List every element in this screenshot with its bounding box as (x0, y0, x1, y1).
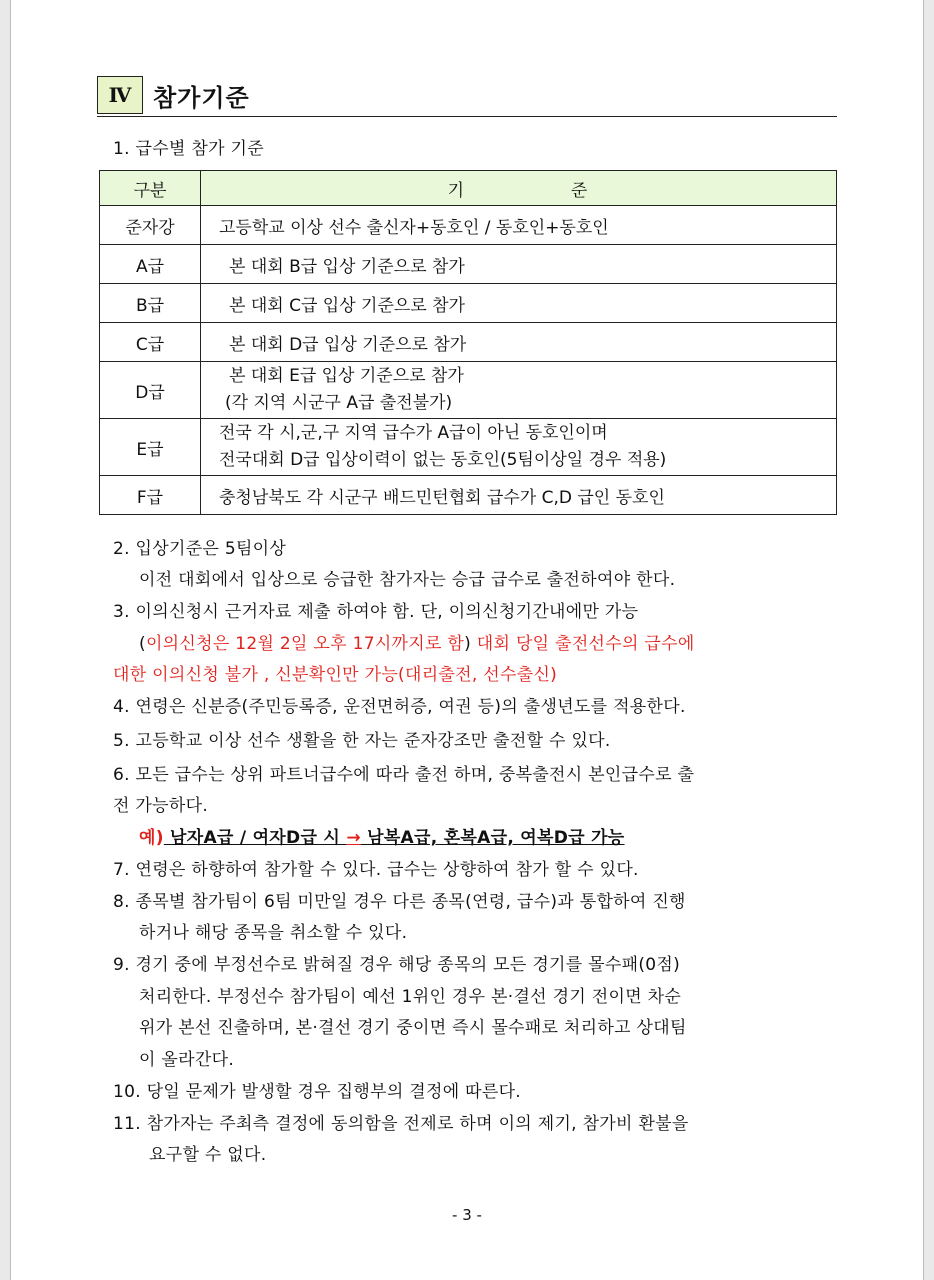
item-1-title: 1. 급수별 참가 기준 (113, 139, 264, 159)
table-row (100, 419, 837, 476)
example-text-b: 남복A급, 혼복A급, 여복D급 가능 (360, 828, 625, 848)
table-header-row (100, 171, 837, 206)
item-3-line-1: 3. 이의신청시 근거자료 제출 하여야 함. 단, 이의신청기간내에만 가능 (113, 602, 639, 622)
criteria-line: (각 지역 시군구 A급 출전불가) (225, 393, 453, 413)
section-title: 참가기준 (153, 84, 250, 112)
grade-cell: D급 (100, 362, 201, 419)
item-8-line-2: 하거나 해당 종목을 취소할 수 있다. (139, 923, 408, 943)
criteria-cell: 본 대회 C급 입상 기준으로 참가 (201, 284, 837, 323)
section-numeral: Ⅳ (97, 76, 143, 114)
paren-close: ) (464, 634, 472, 654)
paren-open: ( (139, 634, 146, 654)
criteria-cell (201, 419, 837, 476)
grade-cell: E급 (100, 419, 201, 476)
item-11-line-1: 11. 참가자는 주최측 결정에 동의함을 전제로 하며 이의 제기, 참가비 환불을 (113, 1114, 689, 1134)
header-criteria (201, 171, 837, 206)
table-row (100, 245, 837, 284)
item-2-line-2: 이전 대회에서 입상으로 승급한 참가자는 승급 급수로 출전하여야 한다. (139, 570, 676, 590)
grade-cell: C급 (100, 323, 201, 362)
item-7: 7. 연령은 하향하여 참가할 수 있다. 급수는 상향하여 참가 할 수 있다. (113, 860, 639, 880)
grade-cell: B급 (100, 284, 201, 323)
item-6-example (139, 823, 625, 848)
item-4: 4. 연령은 신분증(주민등록증, 운전면허증, 여권 등)의 출생년도를 적용한다. (113, 697, 686, 717)
item-9-line-4: 이 올라간다. (139, 1050, 235, 1070)
document-page (10, 0, 924, 1280)
table-row (100, 206, 837, 245)
objection-note: 대회 당일 출전선수의 급수에 (471, 634, 695, 654)
item-5: 5. 고등학교 이상 선수 생활을 한 자는 준자강조만 출전할 수 있다. (113, 731, 611, 751)
header-criteria-a: 기 (447, 180, 467, 201)
criteria-cell: 본 대회 B급 입상 기준으로 참가 (201, 245, 837, 284)
item-10: 10. 당일 문제가 발생할 경우 집행부의 결정에 따른다. (113, 1082, 522, 1102)
item-9-line-1: 9. 경기 중에 부정선수로 밝혀질 경우 해당 종목의 모든 경기를 몰수패(0점) (113, 955, 681, 975)
item-3-line-3: 대한 이의신청 불가 , 신분확인만 가능(대리출전, 선수출신) (113, 665, 558, 685)
item-8-line-1: 8. 종목별 참가팀이 6팀 미만일 경우 다른 종목(연령, 급수)과 통합하여 진행 (113, 892, 686, 912)
item-6-line-2: 전 가능하다. (113, 796, 209, 816)
table-row (100, 284, 837, 323)
item-2-line-1: 2. 입상기준은 5팀이상 (113, 539, 287, 559)
criteria-line: 본 대회 E급 입상 기준으로 참가 (229, 366, 464, 386)
grade-cell: 준자강 (100, 206, 201, 245)
grade-cell: A급 (100, 245, 201, 284)
item-9-line-2: 처리한다. 부정선수 참가팀이 예선 1위인 경우 본·결선 경기 전이면 차순 (139, 987, 682, 1007)
criteria-cell: 본 대회 D급 입상 기준으로 참가 (201, 323, 837, 362)
criteria-line: 전국대회 D급 입상이력이 없는 동호인(5팀이상일 경우 적용) (219, 450, 667, 470)
grade-cell: F급 (100, 476, 201, 515)
header-criteria-b: 준 (570, 180, 590, 201)
item-11-line-2: 요구할 수 없다. (149, 1145, 267, 1165)
criteria-cell: 고등학교 이상 선수 출신자+동호인 / 동호인+동호인 (201, 206, 837, 245)
item-6-line-1: 6. 모든 급수는 상위 파트너급수에 따라 출전 하며, 중복출전시 본인급수로 출 (113, 765, 695, 785)
section-heading (97, 74, 837, 117)
objection-deadline: 이의신청은 12월 2일 오후 17시까지로 함 (145, 634, 465, 654)
page-number: - 3 - (452, 1206, 482, 1224)
item-9-line-3: 위가 본선 진출하며, 본·결선 경기 중이면 즉시 몰수패로 처리하고 상대팀 (139, 1018, 687, 1038)
item-3-line-2 (139, 629, 695, 654)
example-text-a: 남자A급 / 여자D급 시 (163, 828, 347, 848)
criteria-cell: 충청남북도 각 시군구 배드민턴협회 급수가 C,D 급인 동호인 (201, 476, 837, 515)
criteria-cell (201, 362, 837, 419)
grade-criteria-table (99, 170, 837, 515)
header-grade: 구분 (100, 171, 201, 206)
table-row (100, 476, 837, 515)
example-label: 예) (139, 828, 164, 848)
table-row (100, 323, 837, 362)
criteria-line: 전국 각 시,군,구 지역 급수가 A급이 아닌 동호인이며 (219, 423, 608, 443)
page-content (11, 0, 923, 1280)
table-row (100, 362, 837, 419)
arrow-icon: → (346, 828, 361, 848)
